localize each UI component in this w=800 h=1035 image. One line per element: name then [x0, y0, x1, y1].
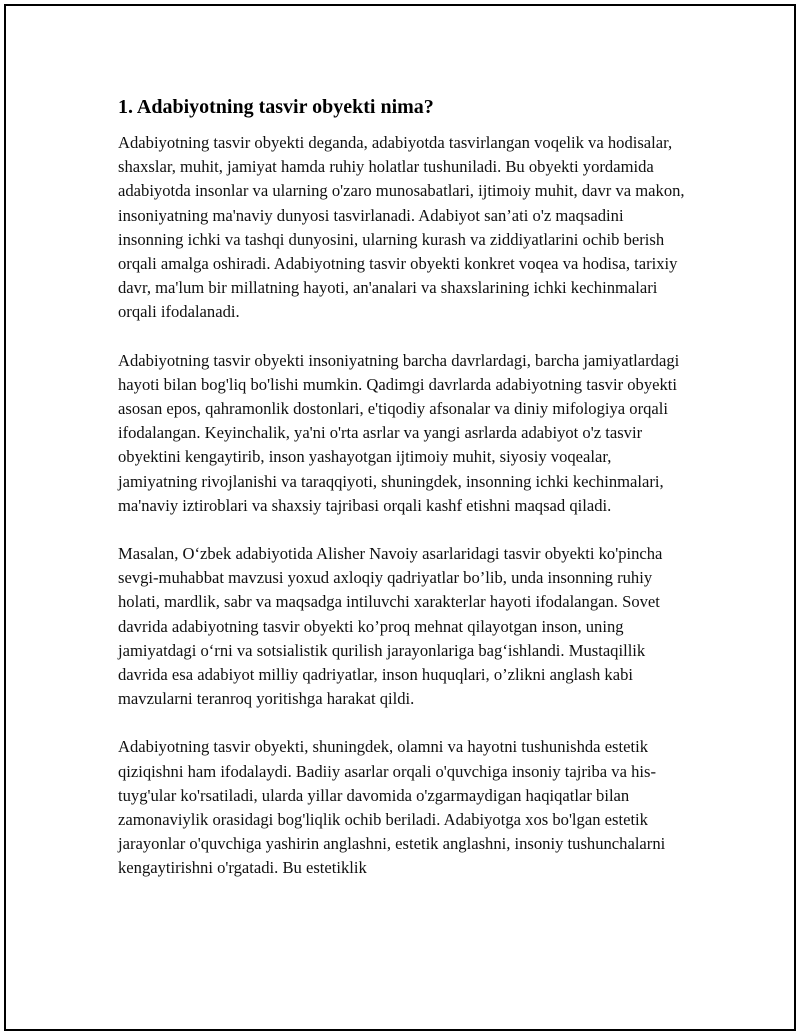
paragraph-3: Masalan, O‘zbek adabiyotida Alisher Navoiy asarlaridagi tasvir obyekti ko'pincha sevgi-muhabbat mavzusi yoxud axloqiy qadriyatlar bo’lib, unda insonning ruhiy holati, mardlik, sabr va maqsadga intiluvchi xarakterlar hayoti ifodalangan. Sovet davrida adabiyotning tasvir obyekti ko’proq mehnat qilayotgan inson, uning jamiyatdagi o‘rni va sotsialistik qurilish jarayonlariga bag‘ishlandi. Mustaqillik davrida esa adabiyot milliy qadriyatlar, inson huquqlari, o’zlikni anglash kabi mavzularni teranroq yoritishga harakat qildi.	[118, 544, 663, 709]
paragraph-4: Adabiyotning tasvir obyekti, shuningdek, olamni va hayotni tushunishda estetik qiziqishni ham ifodalaydi. Badiiy asarlar orqali o'quvchiga insoniy tajriba va his-tuyg'ular ko'rsatiladi, ularda yillar davomida o'zgarmaydigan haqiqatlar bilan zamonaviylik orasidagi bog'liqlik ochib beriladi. Adabiyotga xos bo'lgan estetik jarayonlar o'quvchiga yashirin anglashni, estetik anglashni, insoniy tushunchalarni kengaytirishni o'rgatadi. Bu estetiklik	[118, 737, 666, 878]
paragraph-1: Adabiyotning tasvir obyekti deganda, adabiyotda tasvirlangan voqelik va hodisalar, shaxslar, muhit, jamiyat hamda ruhiy holatlar tushuniladi. Bu obyekti yordamida adabiyotda insonlar va ularning o'zaro munosabatlari, ijtimoiy muhit, davr va makon, insoniyatning ma'naviy dunyosi tasvirlanadi. Adabiyot san’ati o'z maqsadini insonning ichki va tashqi dunyosini, ularning kurash va ziddiyatlarini ochib berish orqali amalga oshiradi. Adabiyotning tasvir obyekti konkret voqea va hodisa, tarixiy davr, ma'lum bir millatning hayoti, an'analari va shaxslarining ichki kechinmalari orqali ifodalanadi.	[118, 133, 685, 322]
paragraph-2: Adabiyotning tasvir obyekti insoniyatning barcha davrlardagi, barcha jamiyatlardagi hayoti bilan bog'liq bo'lishi mumkin. Qadimgi davrlarda adabiyotning tasvir obyekti asosan epos, qahramonlik dostonlari, e'tiqodiy afsonalar va diniy mifologiya orqali ifodalangan. Keyinchalik, ya'ni o'rta asrlar va yangi asrlarda adabiyot o'z tasvir obyektini kengaytirib, inson yashayotgan ijtimoiy muhit, siyosiy voqealar, jamiyatning rivojlanishi va taraqqiyoti, shuningdek, insonning ichki kechinmalari, ma'naviy iztiroblari va shaxsiy tajribasi orqali kashf etishni maqsad qiladi.	[118, 350, 680, 515]
document-heading: 1. Adabiyotning tasvir obyekti nima?	[118, 96, 434, 118]
document-body	[118, 93, 690, 905]
